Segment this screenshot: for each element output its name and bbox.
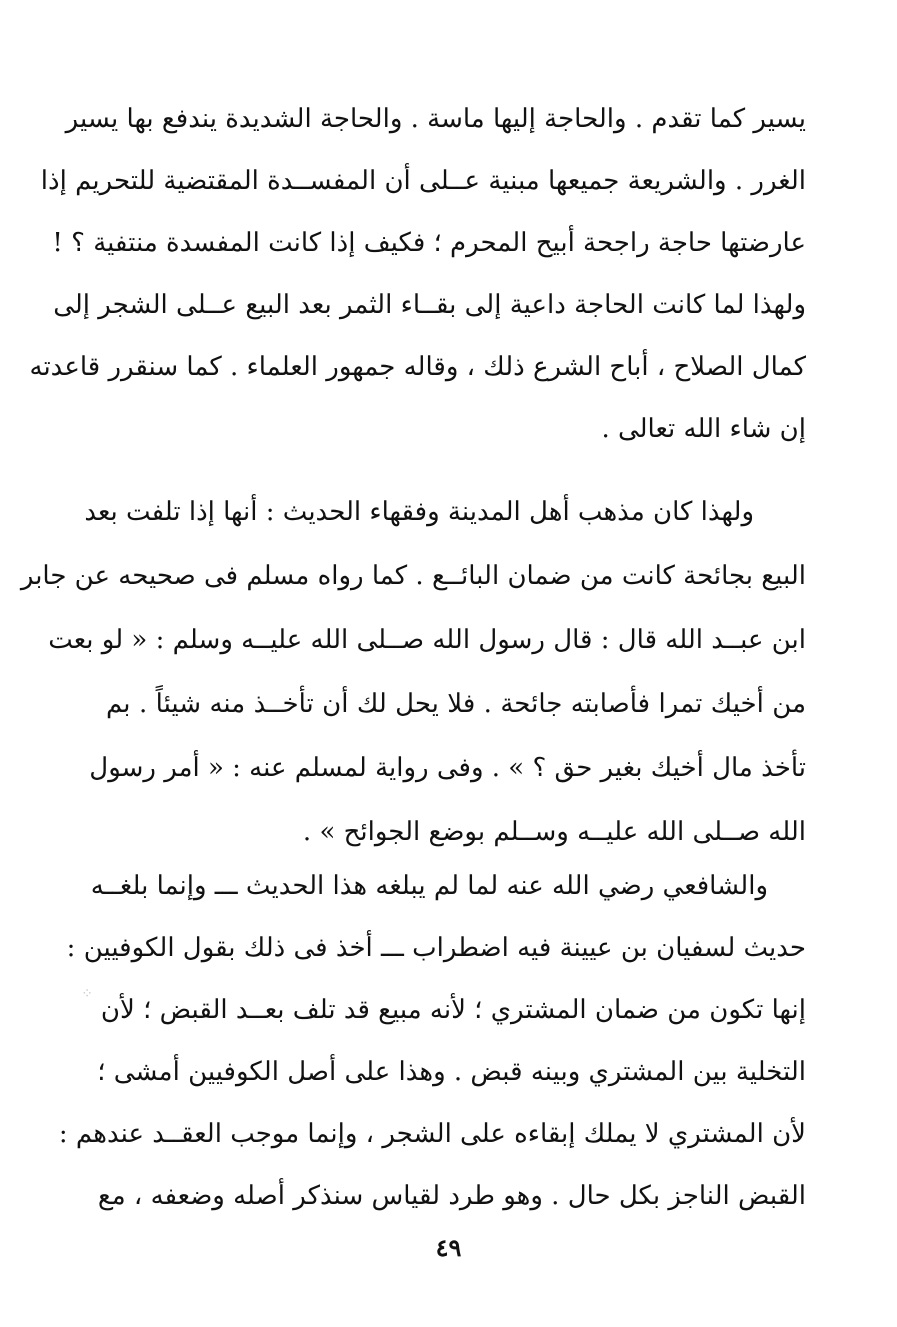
- text-line: تأخذ مال أخيك بغير حق ؟ » . وفى رواية لمسلم عنه : « أمر رسول: [89, 753, 806, 783]
- text-line: حديث لسفيان بن عيينة فيه اضطراب ـــ أخذ فى ذلك بقول الكوفيين :: [66, 933, 806, 963]
- text-line: يسير كما تقدم . والحاجة إليها ماسة . والحاجة الشديدة يندفع بها يسير: [65, 104, 806, 134]
- text-line: كمال الصلاح ، أباح الشرع ذلك ، وقاله جمهور العلماء . كما سنقرر قاعدته: [29, 352, 806, 382]
- text-line: الغرر . والشريعة جميعها مبنية عــلى أن المفســدة المقتضية للتحريم إذا: [40, 166, 806, 196]
- text-line: ولهذا كان مذهب أهل المدينة وفقهاء الحديث : أنها إذا تلفت بعد: [84, 497, 754, 527]
- text-line: ولهذا لما كانت الحاجة داعية إلى بقــاء الثمر بعد البيع عــلى الشجر إلى: [53, 290, 806, 320]
- paragraph-3: [58, 855, 806, 1227]
- text-line: الله صــلى الله عليــه وســلم بوضع الجوائح » .: [302, 817, 806, 847]
- text-line: التخلية بين المشتري وبينه قبض . وهذا على أصل الكوفيين أمشى ؛: [97, 1057, 806, 1087]
- page-number: ٤٩: [435, 1233, 462, 1262]
- text-line: إنها تكون من ضمان المشتري ؛ لأنه مبيع قد تلف بعــد القبض ؛ لأن: [100, 995, 806, 1025]
- paragraph-2: [20, 480, 806, 864]
- text-line: عارضتها حاجة راجحة أبيح المحرم ؛ فكيف إذا كانت المفسدة منتفية ؟ !: [52, 228, 806, 258]
- scan-speck-icon: ⁘: [81, 986, 93, 1002]
- text-line: والشافعي رضي الله عنه لما لم يبلغه هذا الحديث ـــ وإنما بلغــه: [90, 871, 768, 901]
- text-line: لأن المشتري لا يملك إبقاءه على الشجر ، وإنما موجب العقــد عندهم :: [58, 1119, 806, 1149]
- text-line: البيع بجائحة كانت من ضمان البائــع . كما رواه مسلم فى صحيحه عن جابر: [20, 561, 806, 591]
- text-line: القبض الناجز بكل حال . وهو طرد لقياس سنذكر أصله وضعفه ، مع: [97, 1181, 806, 1211]
- text-line: من أخيك تمرا فأصابته جائحة . فلا يحل لك أن تأخــذ منه شيئاً . بم: [106, 689, 806, 719]
- paragraph-1: [29, 88, 806, 460]
- text-line: إن شاء الله تعالى .: [601, 414, 806, 444]
- text-line: ابن عبــد الله قال : قال رسول الله صــلى الله عليــه وسلم : « لو بعت: [48, 625, 806, 655]
